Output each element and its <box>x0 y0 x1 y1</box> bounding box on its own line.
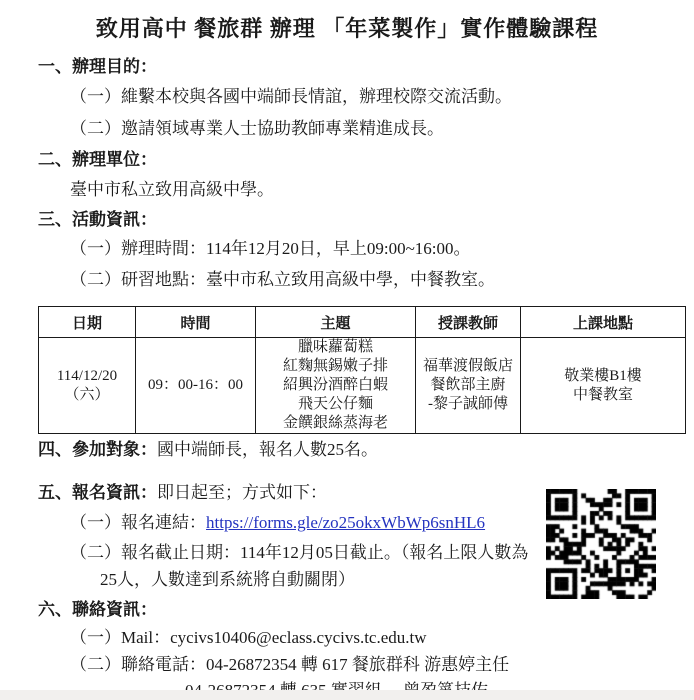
section3-heading: 三、活動資訊： <box>38 210 157 229</box>
col-header-time: 時間 <box>136 307 256 338</box>
section1-item2: （二）邀請領域專業人士協助教師專業精進成長。 <box>70 119 444 138</box>
col-header-teacher: 授課教師 <box>416 307 521 338</box>
col-header-topic: 主題 <box>256 307 416 338</box>
section5-item2-line2: 25人，人數達到系統將自動關閉） <box>100 570 355 589</box>
col-header-date: 日期 <box>39 307 136 338</box>
registration-link[interactable]: https://forms.gle/zo25okxWbWp6snHL6 <box>206 513 486 532</box>
table-header-row <box>39 307 686 338</box>
cell-location: 敬業樓B1樓 中餐教室 <box>521 338 686 434</box>
section4-heading: 四、參加對象： <box>38 440 157 459</box>
cell-topics: 臘味蘿蔔糕 紅麴無錫嫩子排 紹興汾酒醉白蝦 飛天公仔麵 金饌銀絲蒸海老 <box>256 338 416 434</box>
section4-body: 國中端師長，報名人數25名。 <box>157 440 378 459</box>
section5-heading: 五、報名資訊： <box>38 483 157 502</box>
schedule-table <box>38 306 686 434</box>
page-title: 致用高中 餐旅群 辦理 「年菜製作」實作體驗課程 <box>95 16 599 41</box>
registration-link-label: （一）報名連結： <box>70 513 206 532</box>
section2-heading: 二、辦理單位： <box>38 150 157 169</box>
col-header-location: 上課地點 <box>521 307 686 338</box>
section4-line <box>38 439 694 461</box>
section2-body: 臺中市私立致用高級中學。 <box>70 180 274 199</box>
section6-heading: 六、聯絡資訊： <box>38 600 157 619</box>
section3-item2: （二）研習地點：臺中市私立致用高級中學，中餐教室。 <box>70 270 495 289</box>
section6-mail: （一）Mail：cycivs10406@eclass.cycivs.tc.edu.tw <box>70 628 427 647</box>
section1-heading: 一、辦理目的： <box>38 57 157 76</box>
qr-code <box>546 489 656 599</box>
cell-time: 09：00-16：00 <box>136 338 256 434</box>
section5-item2-line1: （二）報名截止日期：114年12月05日截止。（報名上限人數為 <box>70 543 529 562</box>
table-row <box>39 338 686 434</box>
section6-phone1: （二）聯絡電話：04-26872354 轉 617 餐旅群科 游惠婷主任 <box>70 655 510 674</box>
footer-strip <box>0 690 694 700</box>
section3-item1: （一）辦理時間：114年12月20日，早上09:00~16:00。 <box>70 239 471 258</box>
cell-teacher: 福華渡假飯店 餐飲部主廚 -黎子誠師傅 <box>416 338 521 434</box>
section5-heading-rest: 即日起至；方式如下： <box>157 483 327 502</box>
cell-date: 114/12/20 （六） <box>39 338 136 434</box>
section1-item1: （一）維繫本校與各國中端師長情誼，辦理校際交流活動。 <box>70 87 512 106</box>
